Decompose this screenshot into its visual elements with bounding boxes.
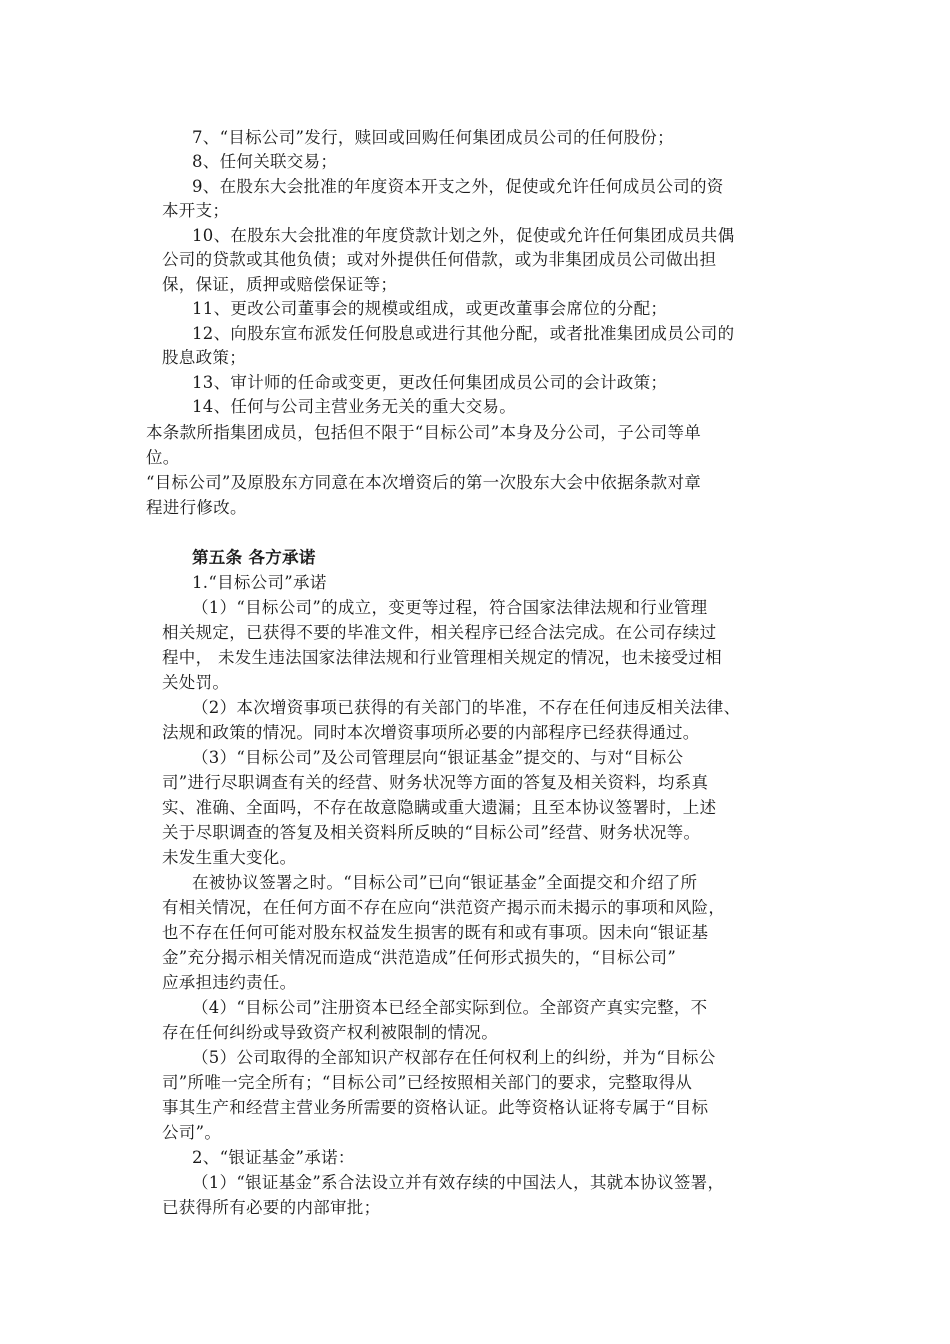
paragraph-3b-line-3: 也不存在任何可能对股东权益发生损害的既有和或有事项。因未向“银证基 (162, 923, 709, 942)
list-item-13: 13、审计师的任命或变更，更改任何集团成员公司的会计政策； (192, 373, 668, 392)
note-charter-line-1: “目标公司”及原股东方同意在本次增资后的第一次股东大会中依据条款对章 (146, 473, 702, 492)
paragraph-3b-line-4: 金”充分揭示相关情况而造成“洪范造成”任何形式损失的，“目标公司” (162, 948, 677, 967)
paragraph-3b-line-2: 有相关情况，在任何方面不存在应向“洪范资产揭示而未揭示的事项和风险， (162, 898, 726, 917)
note-charter-line-2: 程进行修改。 (146, 498, 247, 517)
paragraph-1-line-4: 关处罚。 (162, 673, 230, 692)
paragraph-4-line-1: （4）“目标公司”注册资本已经全部实际到位。全部资产真实完整，不 (192, 998, 708, 1017)
paragraph-5-line-2: 司”所唯一完全所有；“目标公司”已经按照相关部门的要求，完整取得从 (162, 1073, 693, 1092)
list-item-10-line-1: 10、在股东大会批准的年度贷款计划之外，促使或允许任何集团成员共偶 (192, 226, 735, 245)
list-item-10-line-2: 公司的贷款或其他负债；或对外提供任何借款，或为非集团成员公司做出担 (162, 250, 717, 269)
paragraph-3-line-5: 未发生重大变化。 (162, 848, 297, 867)
list-item-7: 7、“目标公司”发行，赎回或回购任何集团成员公司的任何股份； (192, 128, 674, 147)
section-2-paragraph-1-line-1: （1）“银证基金”系合法设立并有效存续的中国法人，其就本协议签署， (192, 1173, 725, 1192)
article-heading: 第五条 各方承诺 (192, 548, 316, 567)
paragraph-1-line-1: （1）“目标公司”的成立，变更等过程，符合国家法律法规和行业管理 (192, 598, 708, 617)
paragraph-3-line-4: 关于尽职调查的答复及相关资料所反映的“目标公司”经营、财务状况等。 (162, 823, 701, 842)
paragraph-3-line-3: 实、准确、全面吗，不存在故意隐瞒或重大遗漏；且至本协议签署时，上述 (162, 798, 717, 817)
list-item-11: 11、更改公司董事会的规模或组成，或更改董事会席位的分配； (192, 299, 668, 318)
note-members-line-2: 位。 (146, 448, 180, 467)
paragraph-2-line-1: （2）本次增资事项已获得的有关部门的毕准，不存在任何违反相关法律、 (192, 698, 741, 717)
section-2-title: 2、“银证基金”承诺： (192, 1148, 355, 1167)
list-item-12-line-1: 12、向股东宣布派发任何股息或进行其他分配，或者批准集团成员公司的 (192, 324, 735, 343)
paragraph-3b-line-5: 应承担违约责任。 (162, 973, 297, 992)
paragraph-2-line-2: 法规和政策的情况。同时本次增资事项所必要的内部程序已经获得通过。 (162, 723, 700, 742)
list-item-12-line-2: 股息政策； (162, 348, 246, 367)
paragraph-4-line-2: 存在任何纠纷或导致资产权利被限制的情况。 (162, 1023, 498, 1042)
paragraph-5-line-4: 公司”。 (162, 1123, 222, 1142)
list-item-8: 8、任何关联交易； (192, 152, 338, 171)
list-item-10-line-3: 保，保证，质押或赔偿保证等； (162, 275, 398, 294)
paragraph-3-line-1: （3）“目标公司”及公司管理层向“银证基金”提交的、与对“目标公 (192, 748, 684, 767)
paragraph-1-line-2: 相关规定，已获得不要的毕准文件，相关程序已经合法完成。在公司存续过 (162, 623, 717, 642)
section-1-title: 1.“目标公司”承诺 (192, 573, 327, 592)
paragraph-5-line-1: （5）公司取得的全部知识产权部存在任何权利上的纠纷，并为“目标公 (192, 1048, 716, 1067)
paragraph-3b-line-1: 在被协议签署之时。“目标公司”已向“银证基金”全面提交和介绍了所 (192, 873, 698, 892)
paragraph-5-line-3: 事其生产和经营主营业务所需要的资格认证。此等资格认证将专属于“目标 (162, 1098, 709, 1117)
paragraph-1-line-3: 程中， 未发生违法国家法律法规和行业管理相关规定的情况，也未接受过相 (162, 648, 722, 667)
list-item-9-line-1: 9、在股东大会批准的年度资本开支之外，促使或允许任何成员公司的资 (192, 177, 724, 196)
paragraph-3-line-2: 司”进行尽职调查有关的经营、财务状况等方面的答复及相关资料，均系真 (162, 773, 709, 792)
section-2-paragraph-1-line-2: 已获得所有必要的内部审批； (162, 1198, 381, 1217)
note-members-line-1: 本条款所指集团成员，包括但不限于“目标公司”本身及分公司，子公司等单 (146, 423, 702, 442)
list-item-9-line-2: 本开支； (162, 201, 230, 220)
list-item-14: 14、任何与公司主营业务无关的重大交易。 (192, 397, 516, 416)
